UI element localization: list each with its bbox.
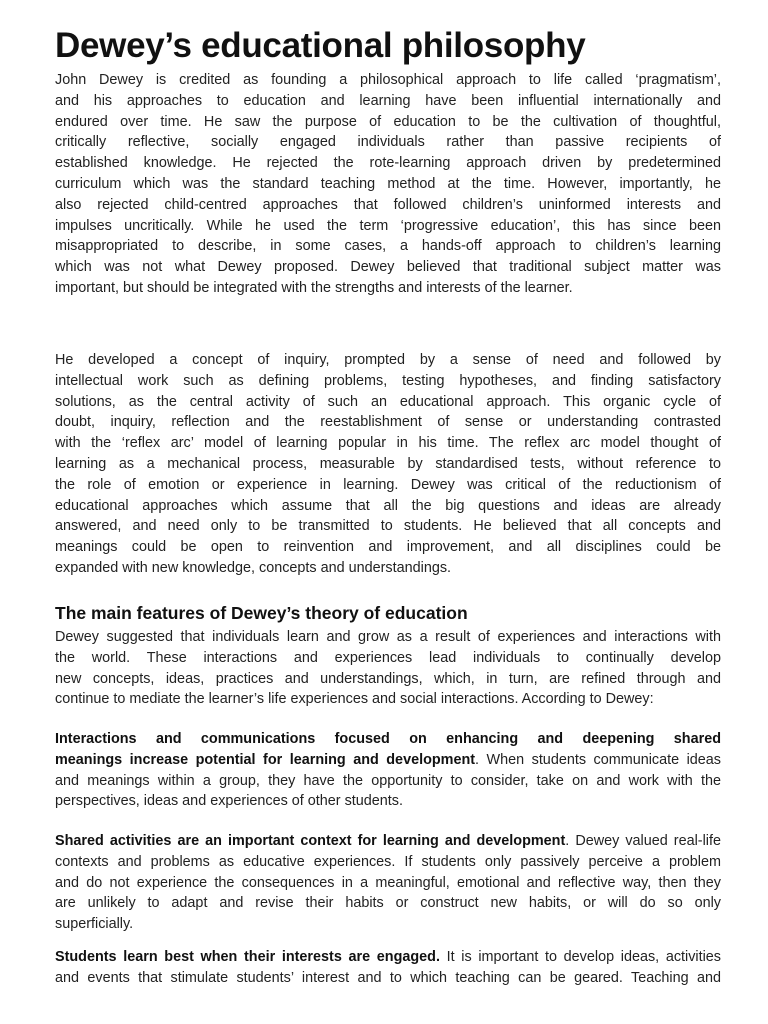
text: also rejected child-centred approaches that followed children’s uninformed interests and: [55, 196, 721, 213]
page-title: Dewey’s educational philosophy: [55, 26, 586, 65]
text-line: [55, 132, 721, 153]
text: and meanings within a group, they have the opportunity to consider, take on and work with the: [55, 772, 721, 789]
text: meanings could be open to reinvention and improvement, and all disciplines could be: [55, 539, 721, 556]
text-line: [55, 195, 721, 216]
text: which was not what Dewey proposed. Dewey believed that traditional subject matter was: [55, 259, 721, 276]
text-line: [55, 669, 721, 690]
paragraph-features-intro: [55, 627, 721, 710]
text-line: [55, 852, 721, 873]
text: established knowledge. He rejected the rote-learning approach driven by predetermined: [55, 155, 721, 172]
text: and his approaches to education and learning have been influential internationally and: [55, 92, 721, 109]
text-line: [55, 689, 721, 710]
text: important, but should be integrated with the strengths and interests of the learner.: [55, 279, 573, 296]
bold-text: Interactions and communications focused on enhancing and deepening shared: [55, 731, 721, 747]
text: . When students communicate ideas: [475, 751, 721, 768]
text-line: [55, 947, 721, 968]
text: misappropriated to describe, in some cases, a hands-off approach to children’s learning: [55, 238, 721, 255]
bold-text: meanings increase potential for learning and development: [55, 751, 476, 768]
text-line: [55, 968, 721, 989]
text-line: [55, 153, 721, 174]
text-line: [55, 475, 721, 496]
bold-text: Students learn best when their interests are engaged.: [55, 949, 440, 965]
text-line: [55, 350, 721, 371]
text-line: [55, 771, 721, 792]
text-line: [55, 914, 721, 935]
text: contexts and problems as educative experiences. If students only passively perceive a problem: [55, 853, 721, 870]
text: and events that stimulate students’ interest and to which teaching can be geared. Teaching and: [55, 969, 721, 986]
text-line: [55, 174, 721, 195]
text: continue to mediate the learner’s life experiences and social interactions. According to Dewey:: [55, 691, 654, 708]
text: superficially.: [55, 916, 134, 933]
text-line: [55, 791, 721, 812]
text: curriculum which was the standard teaching method at the time. However, importantly, he: [55, 175, 721, 192]
text: intellectual work such as defining problems, testing hypotheses, and finding satisfactory: [55, 372, 721, 389]
text: and do not experience the consequences in a meaningful, emotional and reflective way, then they: [55, 874, 721, 891]
text-line: [55, 412, 721, 433]
text-line: [55, 91, 721, 112]
text-line: [55, 392, 721, 413]
text: impulses uncritically. While he used the term ‘progressive education’, this has since been: [55, 217, 721, 234]
text: are unlikely to adapt and revise their habits or construct new habits, or will do so only: [55, 895, 721, 912]
text-line: [55, 70, 721, 91]
text: expanded with new knowledge, concepts and understandings.: [55, 559, 452, 576]
text: the world. These interactions and experiences lead individuals to continually develop: [55, 649, 721, 666]
text-line: [55, 750, 721, 771]
text: doubt, inquiry, reflection and the reestablishment of sense or understanding contrasted: [55, 414, 721, 431]
text-line: [55, 729, 721, 750]
text-line: [55, 496, 721, 517]
paragraph-inquiry: [55, 350, 721, 579]
text: the role of emotion or experience in learning. Dewey was critical of the reductionism of: [55, 476, 721, 493]
text-line: [55, 236, 721, 257]
paragraph-interactions: [55, 729, 721, 812]
bold-text: Shared activities are an important context for learning and development: [55, 833, 566, 849]
text-line: [55, 558, 721, 579]
text-line: [55, 648, 721, 669]
text-line: [55, 112, 721, 133]
text-line: [55, 371, 721, 392]
text: . Dewey valued real-life: [565, 833, 721, 849]
text: critically reflective, socially engaged individuals rather than passive recipients of: [55, 134, 721, 151]
text-line: [55, 627, 721, 648]
text-line: [55, 537, 721, 558]
text: Dewey suggested that individuals learn and grow as a result of experiences and interactions with: [55, 629, 721, 645]
text-line: [55, 454, 721, 475]
text-line: [55, 216, 721, 237]
text-line: [55, 873, 721, 894]
text-line: [55, 893, 721, 914]
paragraph-intro: [55, 70, 721, 299]
text: solutions, as the central activity of such an educational approach. This organic cycle of: [55, 393, 721, 410]
text: educational approaches which assume that all the big questions and ideas are already: [55, 497, 721, 514]
text: endured over time. He saw the purpose of education to be the cultivation of thoughtful,: [55, 113, 721, 130]
text: John Dewey is credited as founding a philosophical approach to life called ‘pragmatism’,: [55, 72, 721, 88]
text-line: [55, 257, 721, 278]
text: It is important to develop ideas, activities: [439, 949, 721, 965]
section-heading: The main features of Dewey’s theory of education: [55, 603, 468, 623]
text-line: [55, 278, 721, 299]
paragraph-shared-activities: [55, 831, 721, 935]
text-line: [55, 433, 721, 454]
text: He developed a concept of inquiry, prompted by a sense of need and followed by: [55, 352, 721, 368]
paragraph-interests: [55, 947, 721, 989]
text: new concepts, ideas, practices and understandings, which, in turn, are refined through and: [55, 670, 721, 687]
text: perspectives, ideas and experiences of other students.: [55, 793, 403, 810]
text: answered, and need only to be transmitted to students. He believed that all concepts and: [55, 518, 721, 535]
text-line: [55, 831, 721, 852]
text: with the ‘reflex arc’ model of learning popular in his time. The reflex arc model thought of: [55, 435, 721, 452]
text-line: [55, 516, 721, 537]
text: learning as a mechanical process, measurable by standardised tests, without reference to: [55, 455, 721, 472]
